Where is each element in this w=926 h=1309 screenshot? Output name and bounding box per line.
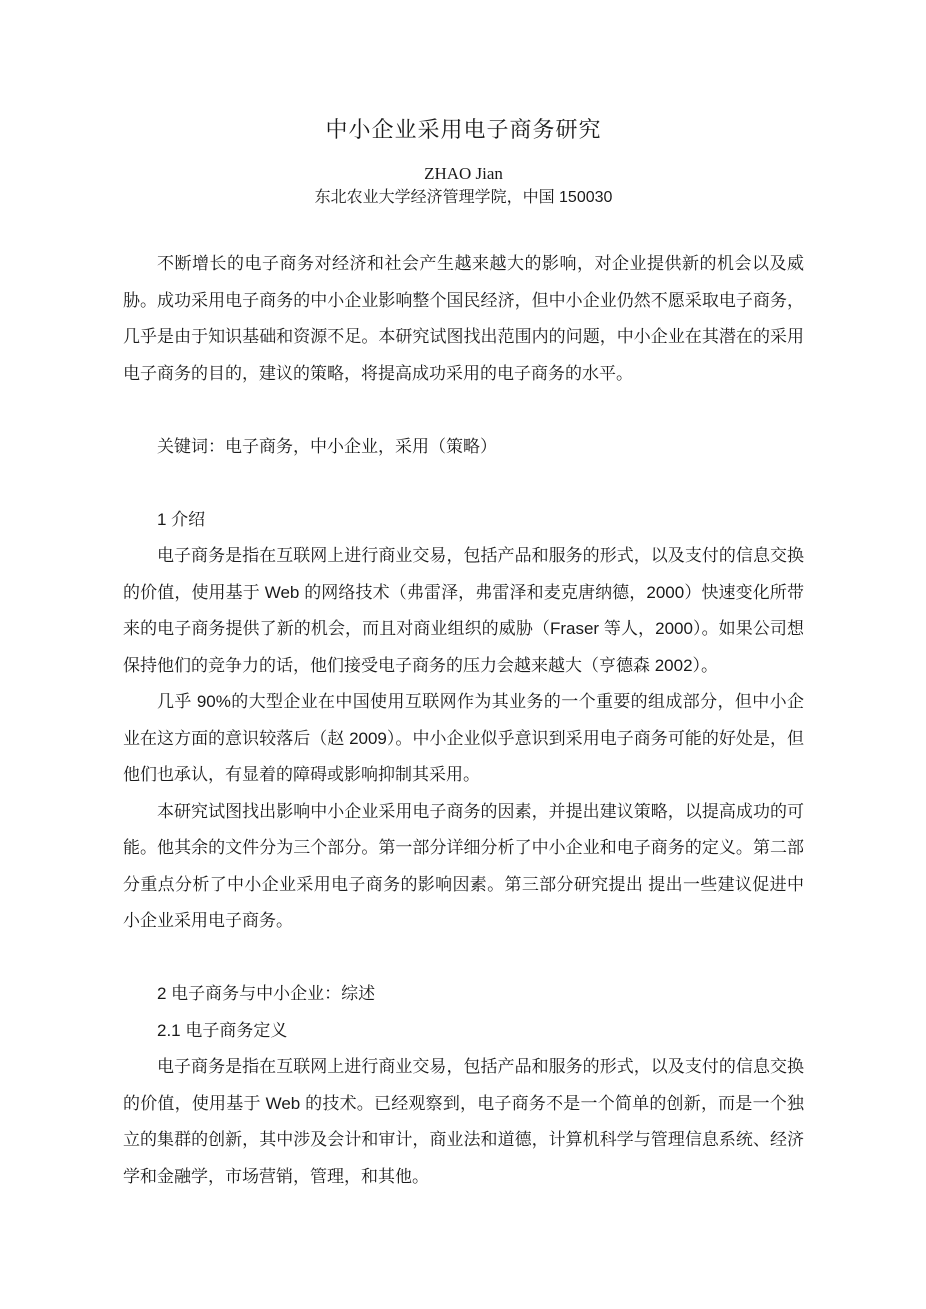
author-name: ZHAO Jian xyxy=(424,164,503,183)
paragraph: 电子商务是指在互联网上进行商业交易，包括产品和服务的形式，以及支付的信息交换的价值，使用基于 Web 的网络技术（弗雷泽，弗雷泽和麦克唐纳德，2000）快速变化所带来的电子商务提供了新的机会，而且对商业组织的威胁（Fraser 等人，2000）。如果公司想保持他们的竞争力的话，他们接受电子商务的压力会越来越大（亨德森 2002）。 xyxy=(123,546,804,675)
section-heading-ecommerce-sme-overview: 2 电子商务与中小企业：综述 xyxy=(157,984,376,1003)
paragraph: 电子商务是指在互联网上进行商业交易，包括产品和服务的形式，以及支付的信息交换的价值，使用基于 Web 的技术。已经观察到，电子商务不是一个简单的创新，而是一个独立的集群的创新，其中涉及会计和审计，商业法和道德，计算机科学与管理信息系统、经济学和金融学，市场营销，管理，和其他。 xyxy=(123,1057,804,1186)
section-heading-introduction: 1 介绍 xyxy=(157,509,206,529)
keywords-line: 关键词：电子商务，中小企业，采用（策略） xyxy=(157,436,497,456)
page-title: 中小企业采用电子商务研究 xyxy=(325,117,602,142)
author-affiliation: 东北农业大学经济管理学院，中国 150030 xyxy=(314,189,613,206)
abstract-paragraph: 不断增长的电子商务对经济和社会产生越来越大的影响，对企业提供新的机会以及威胁。成功采用电子商务的中小企业影响整个国民经济，但中小企业仍然不愿采取电子商务，几乎是由于知识基础和资源不足。本研究试图找出范围内的问题，中小企业在其潜在的采用电子商务的目的，建议的策略，将提高成功采用的电子商务的水平。 xyxy=(123,254,804,383)
section-heading-ecommerce-definition: 2.1 电子商务定义 xyxy=(157,1020,288,1040)
paragraph: 本研究试图找出影响中小企业采用电子商务的因素，并提出建议策略，以提高成功的可能。他其余的文件分为三个部分。第一部分详细分析了中小企业和电子商务的定义。第二部分重点分析了中小企业采用电子商务的影响因素。第三部分研究提出 提出一些建议促进中小企业采用电子商务。 xyxy=(123,801,804,930)
paragraph: 几乎 90%的大型企业在中国使用互联网作为其业务的一个重要的组成部分，但中小企业在这方面的意识较落后（赵 2009）。中小企业似乎意识到采用电子商务可能的好处是，但他们也承认，有显着的障碍或影响抑制其采用。 xyxy=(123,692,804,784)
